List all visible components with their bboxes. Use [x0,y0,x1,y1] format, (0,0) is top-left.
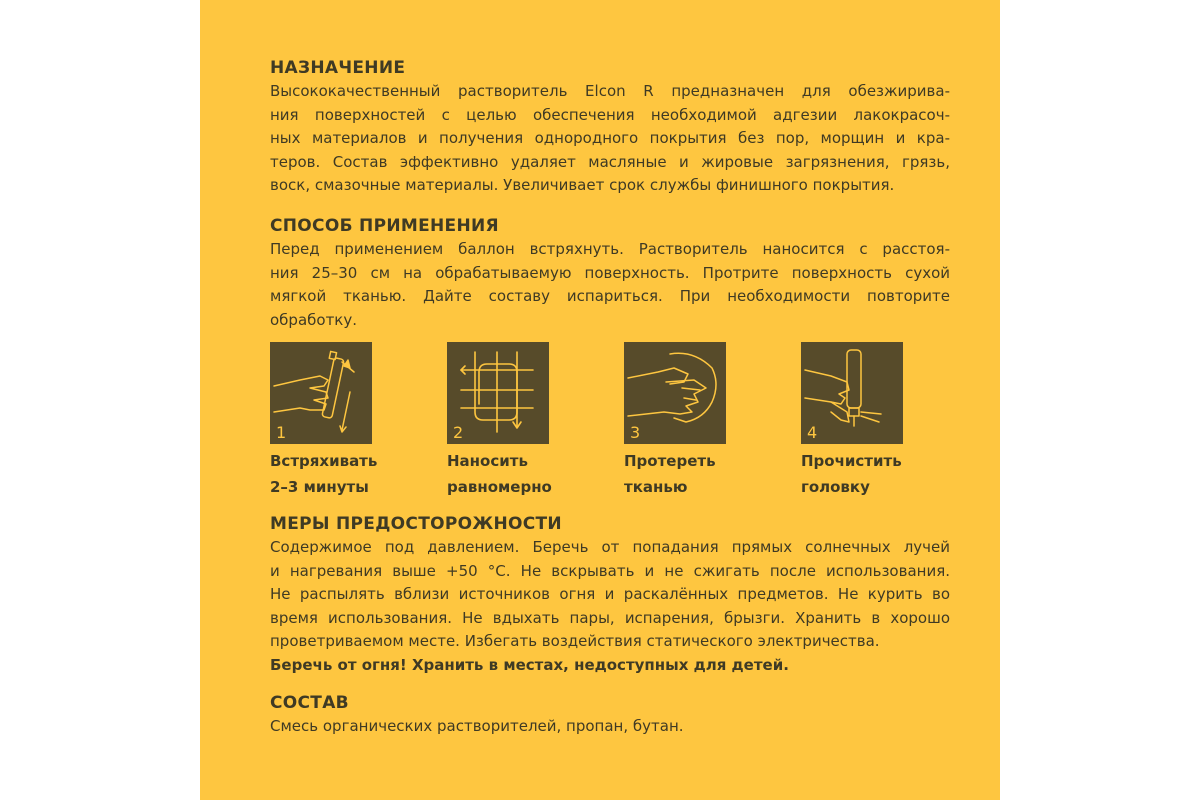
purpose-line: ных материалов и получения однородного покрытия без пор, морщин и кра- [270,129,950,147]
purpose-section [270,56,950,198]
precautions-warning: Беречь от огня! Хранить в местах, недоступных для детей. [270,655,789,674]
step-caption: Прочистить головку [801,452,902,496]
shake-can-icon [270,342,372,444]
clean-nozzle-icon [801,342,903,444]
step-number: 2 [453,423,464,442]
step-number: 1 [276,423,287,442]
step-2 [447,342,607,500]
precautions-section [270,512,950,677]
purpose-line: теров. Состав эффективно удаляет масляные и жировые загрязнения, грязь, [270,152,950,171]
composition-heading: СОСТАВ [270,693,349,713]
step-4 [801,342,961,500]
precautions-text [270,536,950,677]
step-caption: Встряхивать 2–3 минуты [270,452,378,496]
step-number: 4 [807,423,818,442]
spray-pattern-icon [447,342,549,444]
precautions-line: время использования. Не вдыхать пары, испарения, брызги. Хранить в хорошо [270,608,950,627]
usage-line: ния 25–30 см на обрабатываемую поверхность. Протрите поверхность сухой [270,263,950,282]
wipe-cloth-icon [624,342,726,444]
step-caption: Протереть тканью [624,452,716,496]
purpose-text [270,80,950,198]
composition-text [270,715,950,739]
step-caption: Наносить равномерно [447,452,552,496]
precautions-line: Не распылять вблизи источников огня и раскалённых предметов. Не курить во [270,585,950,603]
usage-heading: СПОСОБ ПРИМЕНЕНИЯ [270,216,499,236]
composition-section [270,691,950,739]
usage-line: мягкой тканью. Дайте составу испариться. При необходимости повторите [270,287,950,305]
purpose-line: воск, смазочные материалы. Увеличивает срок службы финишного покрытия. [270,176,895,194]
usage-line: обработку. [270,310,358,329]
step-3 [624,342,784,500]
usage-line: Перед применением баллон встряхнуть. Растворитель наносится с расстоя- [270,240,950,258]
precautions-line: проветриваемом месте. Избегать воздействия статического электричества. [270,632,880,650]
precautions-heading: МЕРЫ ПРЕДОСТОРОЖНОСТИ [270,514,562,534]
instruction-panel [200,0,1000,800]
usage-section [270,214,950,332]
composition-line: Смесь органических растворителей, пропан, бутан. [270,717,684,735]
purpose-line: ния поверхностей с целью обеспечения необходимой адгезии лакокрасоч- [270,105,950,124]
precautions-line: Содержимое под давлением. Беречь от попадания прямых солнечных лучей [270,538,950,556]
purpose-heading: НАЗНАЧЕНИЕ [270,58,406,78]
step-number: 3 [630,423,641,442]
step-1 [270,342,430,500]
purpose-line: Высококачественный растворитель Elcon R предназначен для обезжирива- [270,82,950,100]
usage-text [270,238,950,332]
usage-steps [270,342,950,496]
precautions-line: и нагревания выше +50 °C. Не вскрывать и не сжигать после использования. [270,561,950,580]
